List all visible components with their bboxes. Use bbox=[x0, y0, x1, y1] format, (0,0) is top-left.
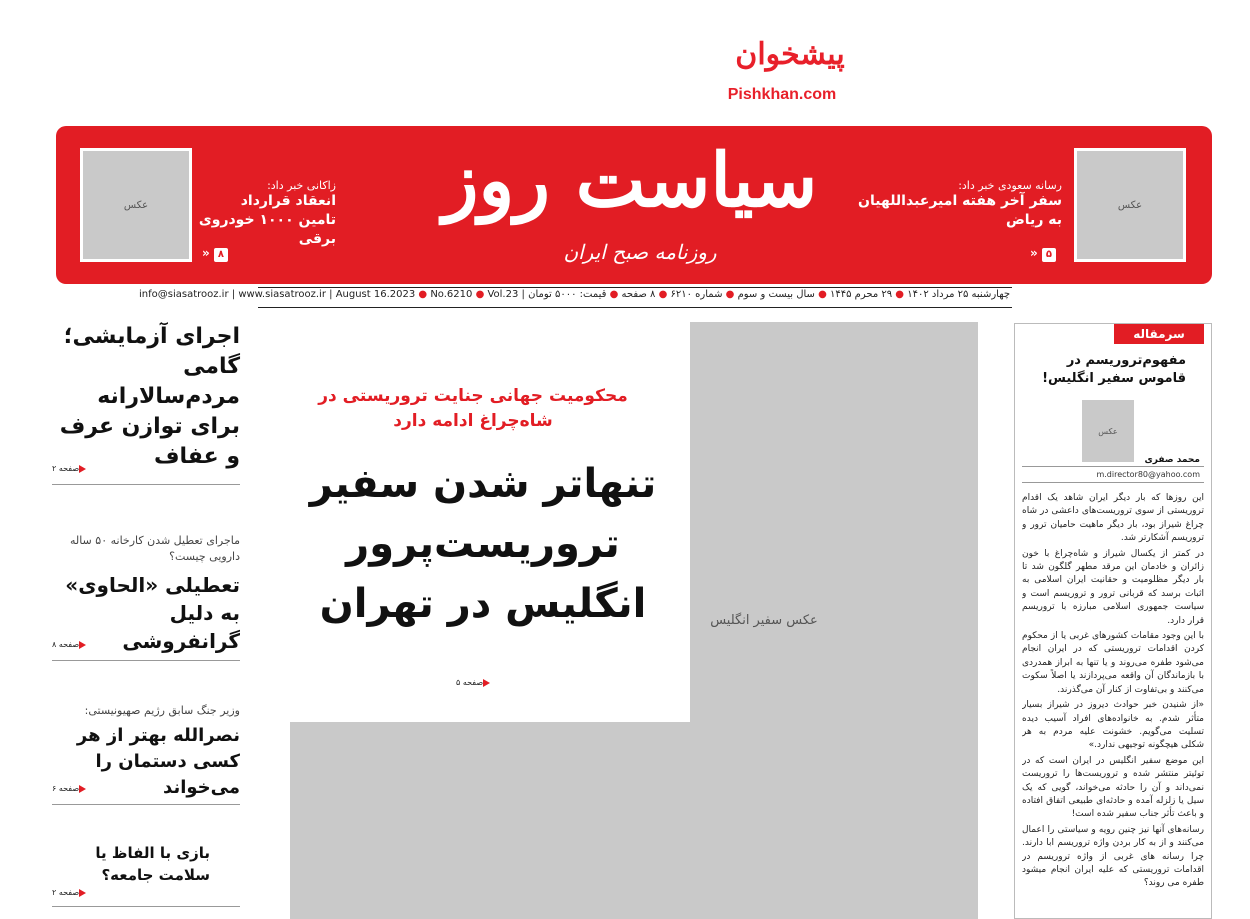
date-english: August 16.2023 bbox=[335, 289, 416, 300]
double-chevron-icon: « bbox=[1030, 246, 1038, 260]
editorial-paragraph: «از شنیدن خبر حوادث دیروز در شیراز بسیار متأثر شدم. به خانواده‌های افراد آسیب دیده تسلیت می‌گویم. خشونت علیه مردم به هر شکلی هیچگونه توجیهی ندارد.» bbox=[1022, 700, 1204, 751]
date-hijri: ۲۹ محرم ۱۴۴۵ bbox=[830, 289, 893, 300]
price: قیمت: ۵۰۰۰ تومان bbox=[528, 289, 607, 300]
story-kicker: ماجرای تعطیل شدن کارخانه ۵۰ ساله دارویی چیست؟ bbox=[69, 534, 240, 563]
arrow-marker-icon bbox=[79, 465, 86, 473]
masthead-photo-right bbox=[1074, 148, 1186, 262]
issue-number-english: No.6210 bbox=[430, 289, 473, 300]
editorial-body bbox=[1022, 492, 1204, 919]
left-column-story-4[interactable] bbox=[52, 842, 240, 886]
masthead-tease-left[interactable] bbox=[196, 179, 336, 249]
photo-placeholder-label: عکس سفیر انگلیس bbox=[710, 613, 818, 628]
story-headline: اجرای آزمایشی؛ گامی مردم‌سالارانه برای توازن عرف و عفاف bbox=[59, 324, 240, 469]
main-story-kicker: محکومیت جهانی جنایت تروریستی در شاه‌چراغ ادامه دارد bbox=[318, 386, 628, 431]
tease-headline: به ریاض bbox=[1005, 212, 1062, 228]
pishkhan-logo: پیشخوان bbox=[735, 37, 845, 72]
story-headline: تعطیلی «الحاوی» به دلیل گرانفروشی bbox=[65, 573, 240, 653]
editorial-paragraph: این موضع سفیر انگلیس در ایران است که در توئیتر منتشر شده و تروریست‌ها را تروریست نمی‌داند و آن را حادثه می‌خواند، گویی که یک سیل یا زلزله آمده و حادثه‌ای طبیعی اتفاق افتاده و باعث تأثر جناب سفیر شده است! bbox=[1022, 755, 1204, 820]
editorial-paragraph: این روزها که بار دیگر ایران شاهد یک اقدام تروریستی از سوی تروریست‌های داعشی در شاه چراغ شیراز بود، بار دیگر ماهیت حامیان ترور و تروریسم آشکارتر شد. bbox=[1022, 493, 1204, 544]
divider bbox=[258, 307, 1012, 308]
tease-kicker: رسانه سعودی خبر داد: bbox=[958, 179, 1062, 192]
page-number-badge: ۸ bbox=[214, 248, 228, 262]
story-headline: بازی با الفاظ یا سلامت جامعه؟ bbox=[95, 844, 210, 884]
date-persian: چهارشنبه ۲۵ مرداد ۱۴۰۲ bbox=[907, 289, 1010, 300]
masthead-tease-right[interactable] bbox=[856, 179, 1062, 230]
arrow-marker-icon bbox=[79, 889, 86, 897]
editorial-paragraph: در کمتر از یکسال شیراز و شاه‌چراغ با خون زائران و خادمان این مرقد مطهر گلگون شد تا بار دیگر مظلومیت و حقانیت ایران اسلامی به اثبات برسد که قربانی ترور و تروریسم است و سیاست جمهوری اسلامی مبارزه با تروریسم قرار دارد. bbox=[1022, 548, 1204, 626]
divider bbox=[1022, 466, 1204, 467]
person-photo-placeholder: عکس bbox=[1077, 151, 1183, 259]
volume: Vol.23 bbox=[487, 289, 519, 300]
author-photo bbox=[1082, 400, 1134, 462]
page-ref: صفحه ۲ bbox=[52, 888, 240, 897]
page-ref: صفحه ۲ bbox=[52, 464, 240, 473]
newspaper-subtitle: روزنامه صبح ایران bbox=[563, 240, 717, 264]
contact-email[interactable]: info@siasatrooz.ir bbox=[138, 289, 229, 300]
issue-number: شماره ۶۲۱۰ bbox=[670, 289, 723, 300]
issue-info-bar: چهارشنبه ۲۵ مرداد ۱۴۰۲ ● ۲۹ محرم ۱۴۴۵ ● سال بیست و سوم ● شماره ۶۲۱۰ ● ۸ صفحه ● قیمت: ۵۰۰۰ تومان | info@siasatrooz.ir | www.siasatrooz.ir | August 16.2023 ● No.6210 ● Vol.23 bbox=[138, 289, 1010, 300]
editorial-paragraph: با این وجود مقامات کشورهای غربی یا از محکوم کردن اقدامات تروریستی که در ایران انجام می‌شود طفره می‌روند و یا تنها به ابراز همدردی با بازماندگان آن واقعه می‌پردازند یا اصلاً سکوت می‌کنند و بی‌تفاوت از کنار آن می‌گذرند. bbox=[1022, 631, 1204, 695]
divider bbox=[258, 287, 1012, 288]
editorial-tag: سرمقاله bbox=[1114, 324, 1204, 344]
editorial-title[interactable]: مفهوم‌تروریسم در قاموس سفیر انگلیس! bbox=[1042, 353, 1186, 386]
divider bbox=[52, 804, 240, 805]
page-count: ۸ صفحه bbox=[621, 289, 656, 300]
page-number-badge: ۵ bbox=[1042, 248, 1056, 262]
left-column-story-1[interactable] bbox=[52, 322, 240, 472]
story-headline: نصرالله بهتر از هر کسی دستمان را می‌خواند bbox=[76, 725, 240, 798]
divider bbox=[1022, 482, 1204, 483]
arrow-marker-icon bbox=[79, 641, 86, 649]
page-ref: صفحه ۶ bbox=[52, 784, 240, 793]
arrow-marker-icon bbox=[483, 679, 490, 687]
main-story-page-ref: صفحه ۵ bbox=[456, 678, 516, 687]
newspaper-nameplate: سیاست روز bbox=[442, 138, 818, 224]
main-story-headline[interactable]: تنهاتر شدن سفیر تروریست‌پرور انگلیس در تهران bbox=[309, 461, 657, 627]
tease-headline: سفر آخر هفته امیرعبداللهیان bbox=[858, 193, 1062, 209]
website-link[interactable]: www.siasatrooz.ir bbox=[238, 289, 326, 300]
page-ref: صفحه ۸ bbox=[52, 640, 240, 649]
masthead-page-ref-left bbox=[202, 246, 228, 262]
arrow-marker-icon bbox=[79, 785, 86, 793]
author-name: محمد صفری bbox=[1144, 455, 1200, 465]
divider bbox=[52, 484, 240, 485]
story-kicker: وزیر جنگ سابق رژیم صهیونیستی: bbox=[84, 704, 240, 717]
person-photo-placeholder: عکس bbox=[83, 151, 189, 259]
left-column-story-2[interactable] bbox=[52, 533, 240, 655]
publication-year: سال بیست و سوم bbox=[737, 289, 815, 300]
masthead-photo-left bbox=[80, 148, 192, 262]
pishkhan-url: Pishkhan.com bbox=[727, 86, 837, 103]
tease-headline: تامین ۱۰۰۰ خودروی برقی bbox=[198, 212, 336, 247]
double-chevron-icon: « bbox=[202, 246, 210, 260]
masthead-page-ref-right bbox=[1030, 246, 1056, 262]
divider bbox=[52, 660, 240, 661]
author-email[interactable]: m.director80@yahoo.com bbox=[1096, 470, 1200, 479]
editorial-paragraph: رسانه‌های آنها نیز چنین رویه و سیاستی را اعمال می‌کنند و از به کار بردن واژه تروریسم ابا دارند. چرا رسانه های غربی از واژه تروریسم در اقدامات تروریستی که علیه ایران انجام میشود طفره می روند؟ bbox=[1022, 824, 1204, 889]
tease-headline: انعقاد قرارداد bbox=[240, 193, 336, 209]
tease-kicker: زاکانی خبر داد: bbox=[267, 179, 336, 192]
person-photo-placeholder: عکس bbox=[1082, 400, 1134, 462]
divider bbox=[52, 906, 240, 907]
